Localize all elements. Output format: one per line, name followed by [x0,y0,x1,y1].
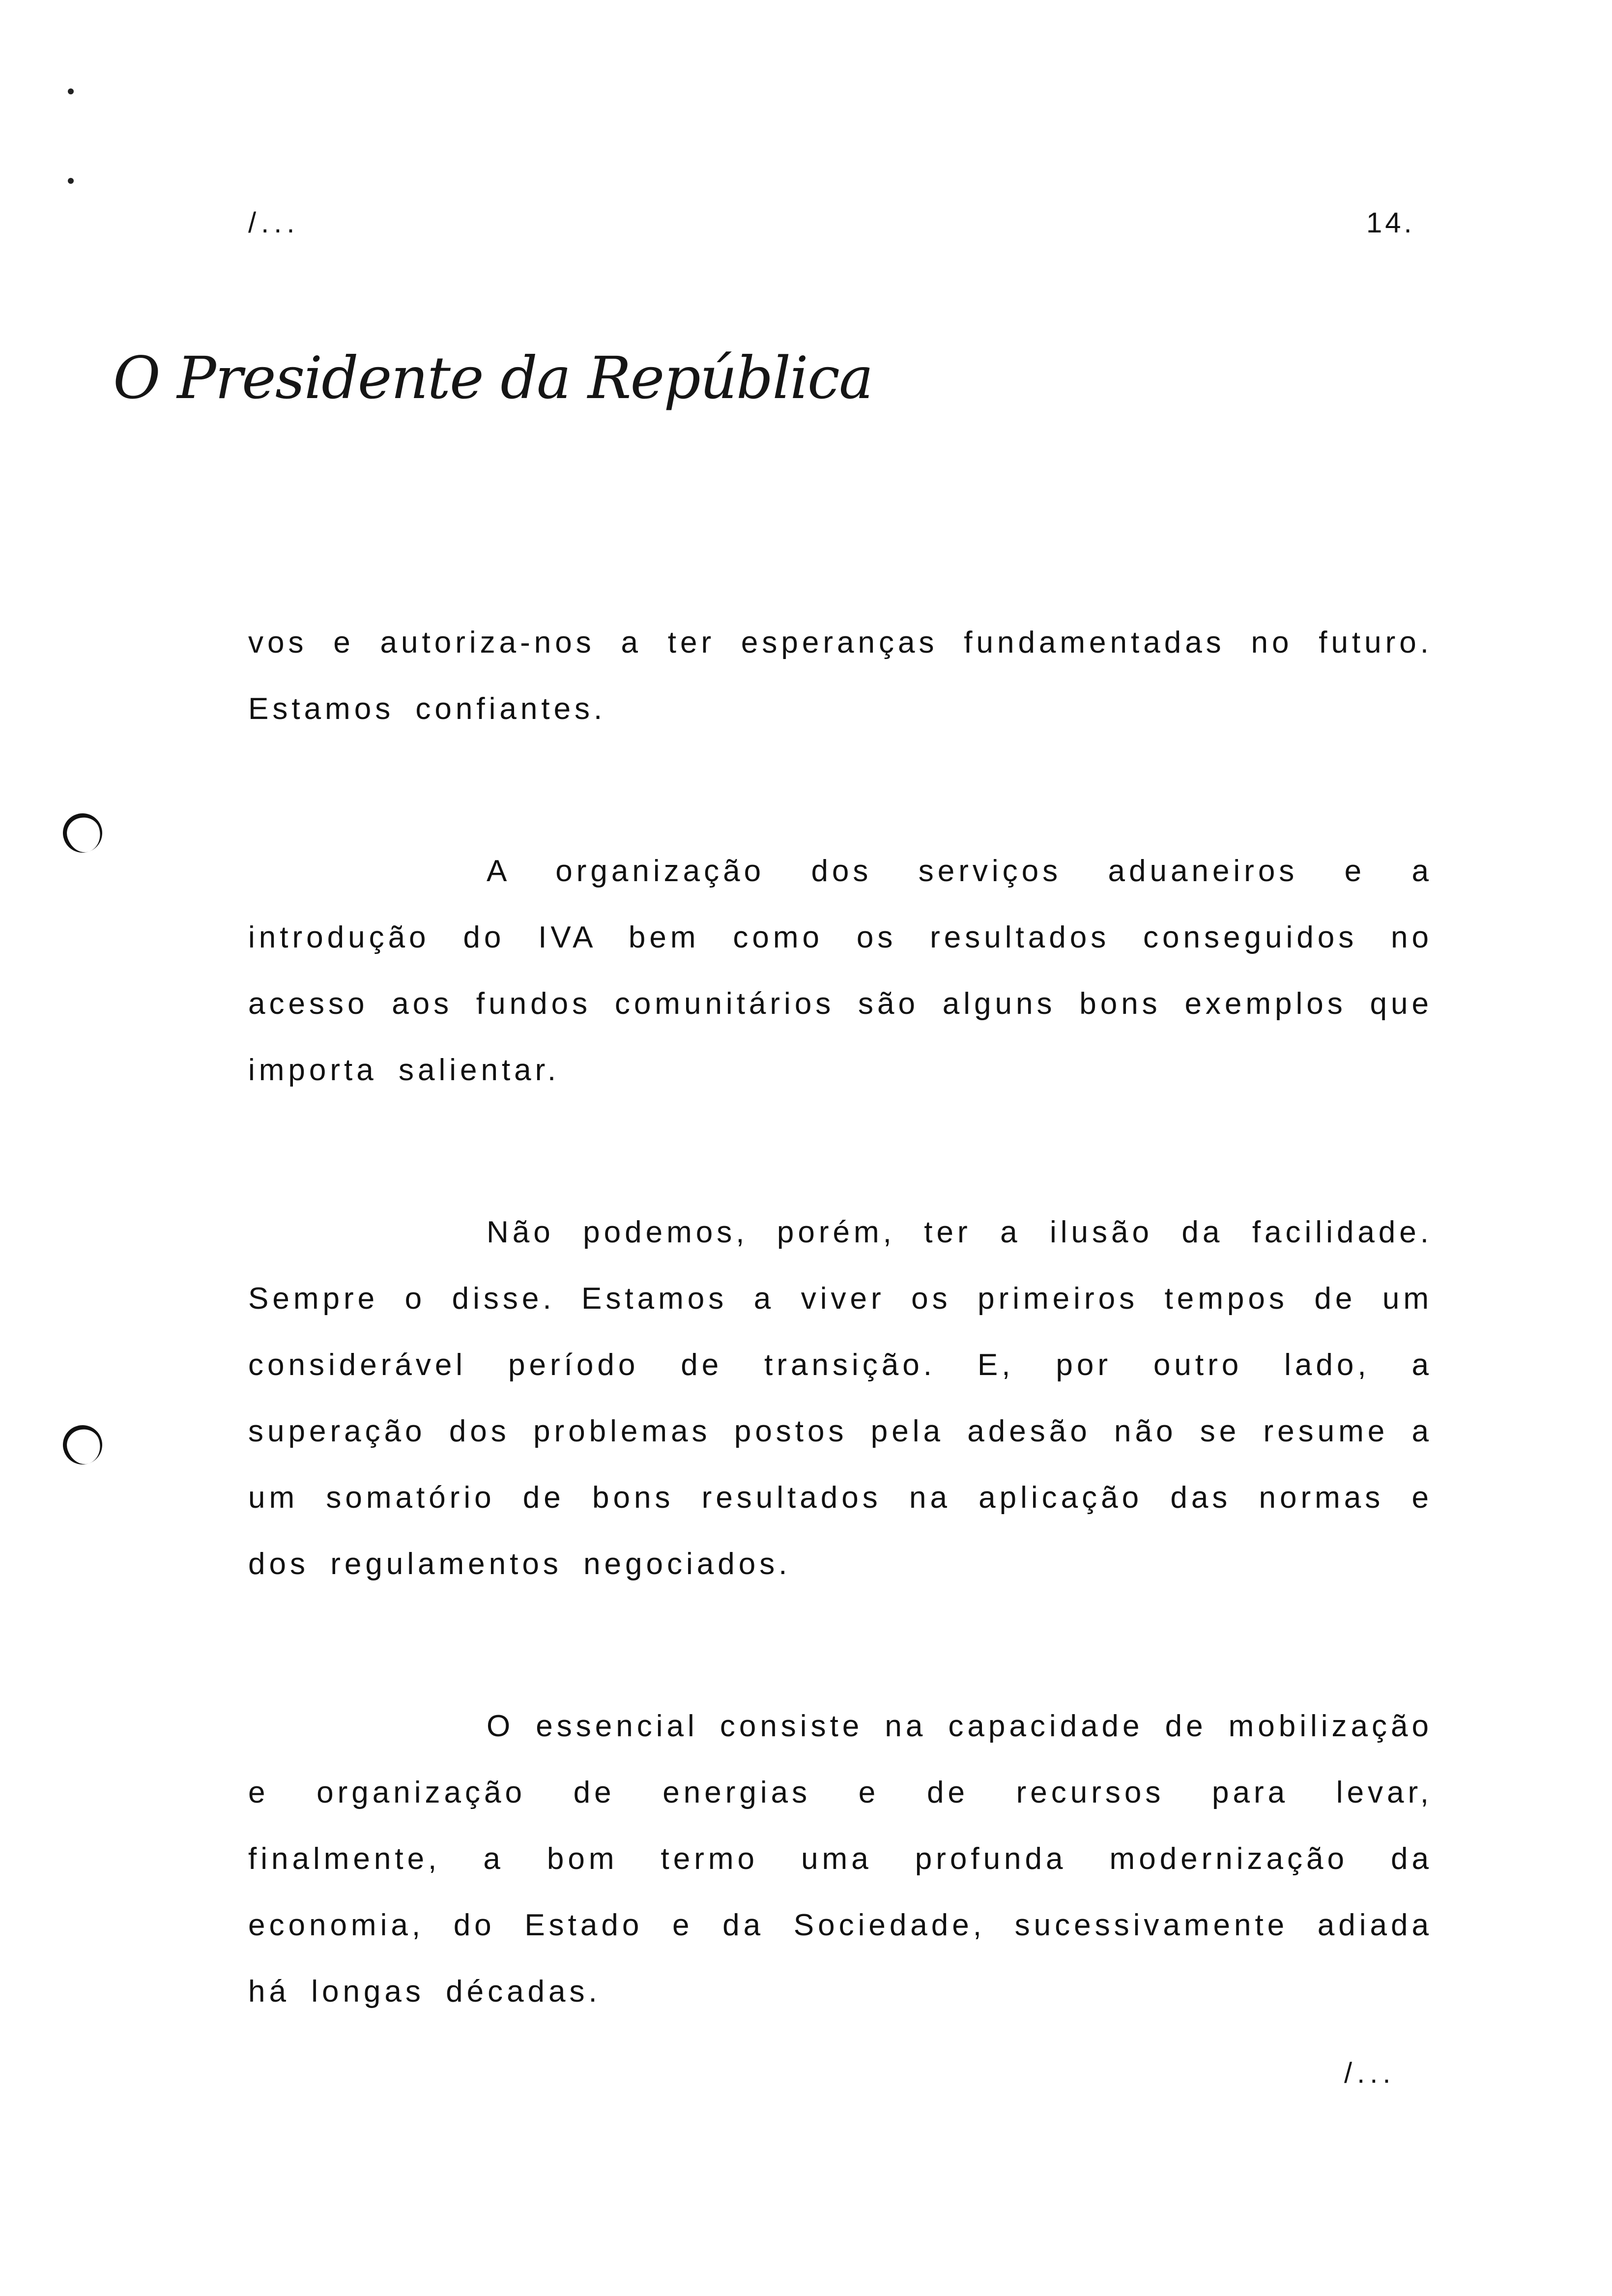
punch-hole-mark [58,1420,108,1470]
punch-hole-mark [58,808,108,858]
paragraph: Não podemos, porém, ter a ilusão da facilidade. Sempre o disse. Estamos a viver os primeiros tempos de um considerável período de transição. E, por outro lado, a superação dos problemas postos pela adesão não se resume a um somatório de bons resultados na aplicação das normas e dos regulamentos negociados. [248,1215,1433,1581]
paragraph: A organização dos serviços aduaneiros e a introdução do IVA bem como os resultados conseguidos no acesso aos fundos comunitários são alguns bons exemplos que importa salientar. [248,854,1433,1087]
continuation-mark-bottom: /... [1344,2057,1396,2089]
page-number: 14. [1366,207,1415,239]
letterhead-title: O Presidente da República [113,344,873,412]
scan-speck [68,88,74,94]
body-text [248,609,1433,2025]
paragraph: O essencial consiste na capacidade de mobilização e organização de energias e de recursos para levar, finalmente, a bom termo uma profunda modernização da economia, do Estado e da Sociedade, sucessivamente adiada há longas décadas. [248,1709,1433,2009]
paragraph: vos e autoriza-nos a ter esperanças fundamentadas no futuro. Estamos confiantes. [248,626,1433,726]
continuation-mark-top: /... [248,207,300,239]
scan-speck [68,178,74,184]
